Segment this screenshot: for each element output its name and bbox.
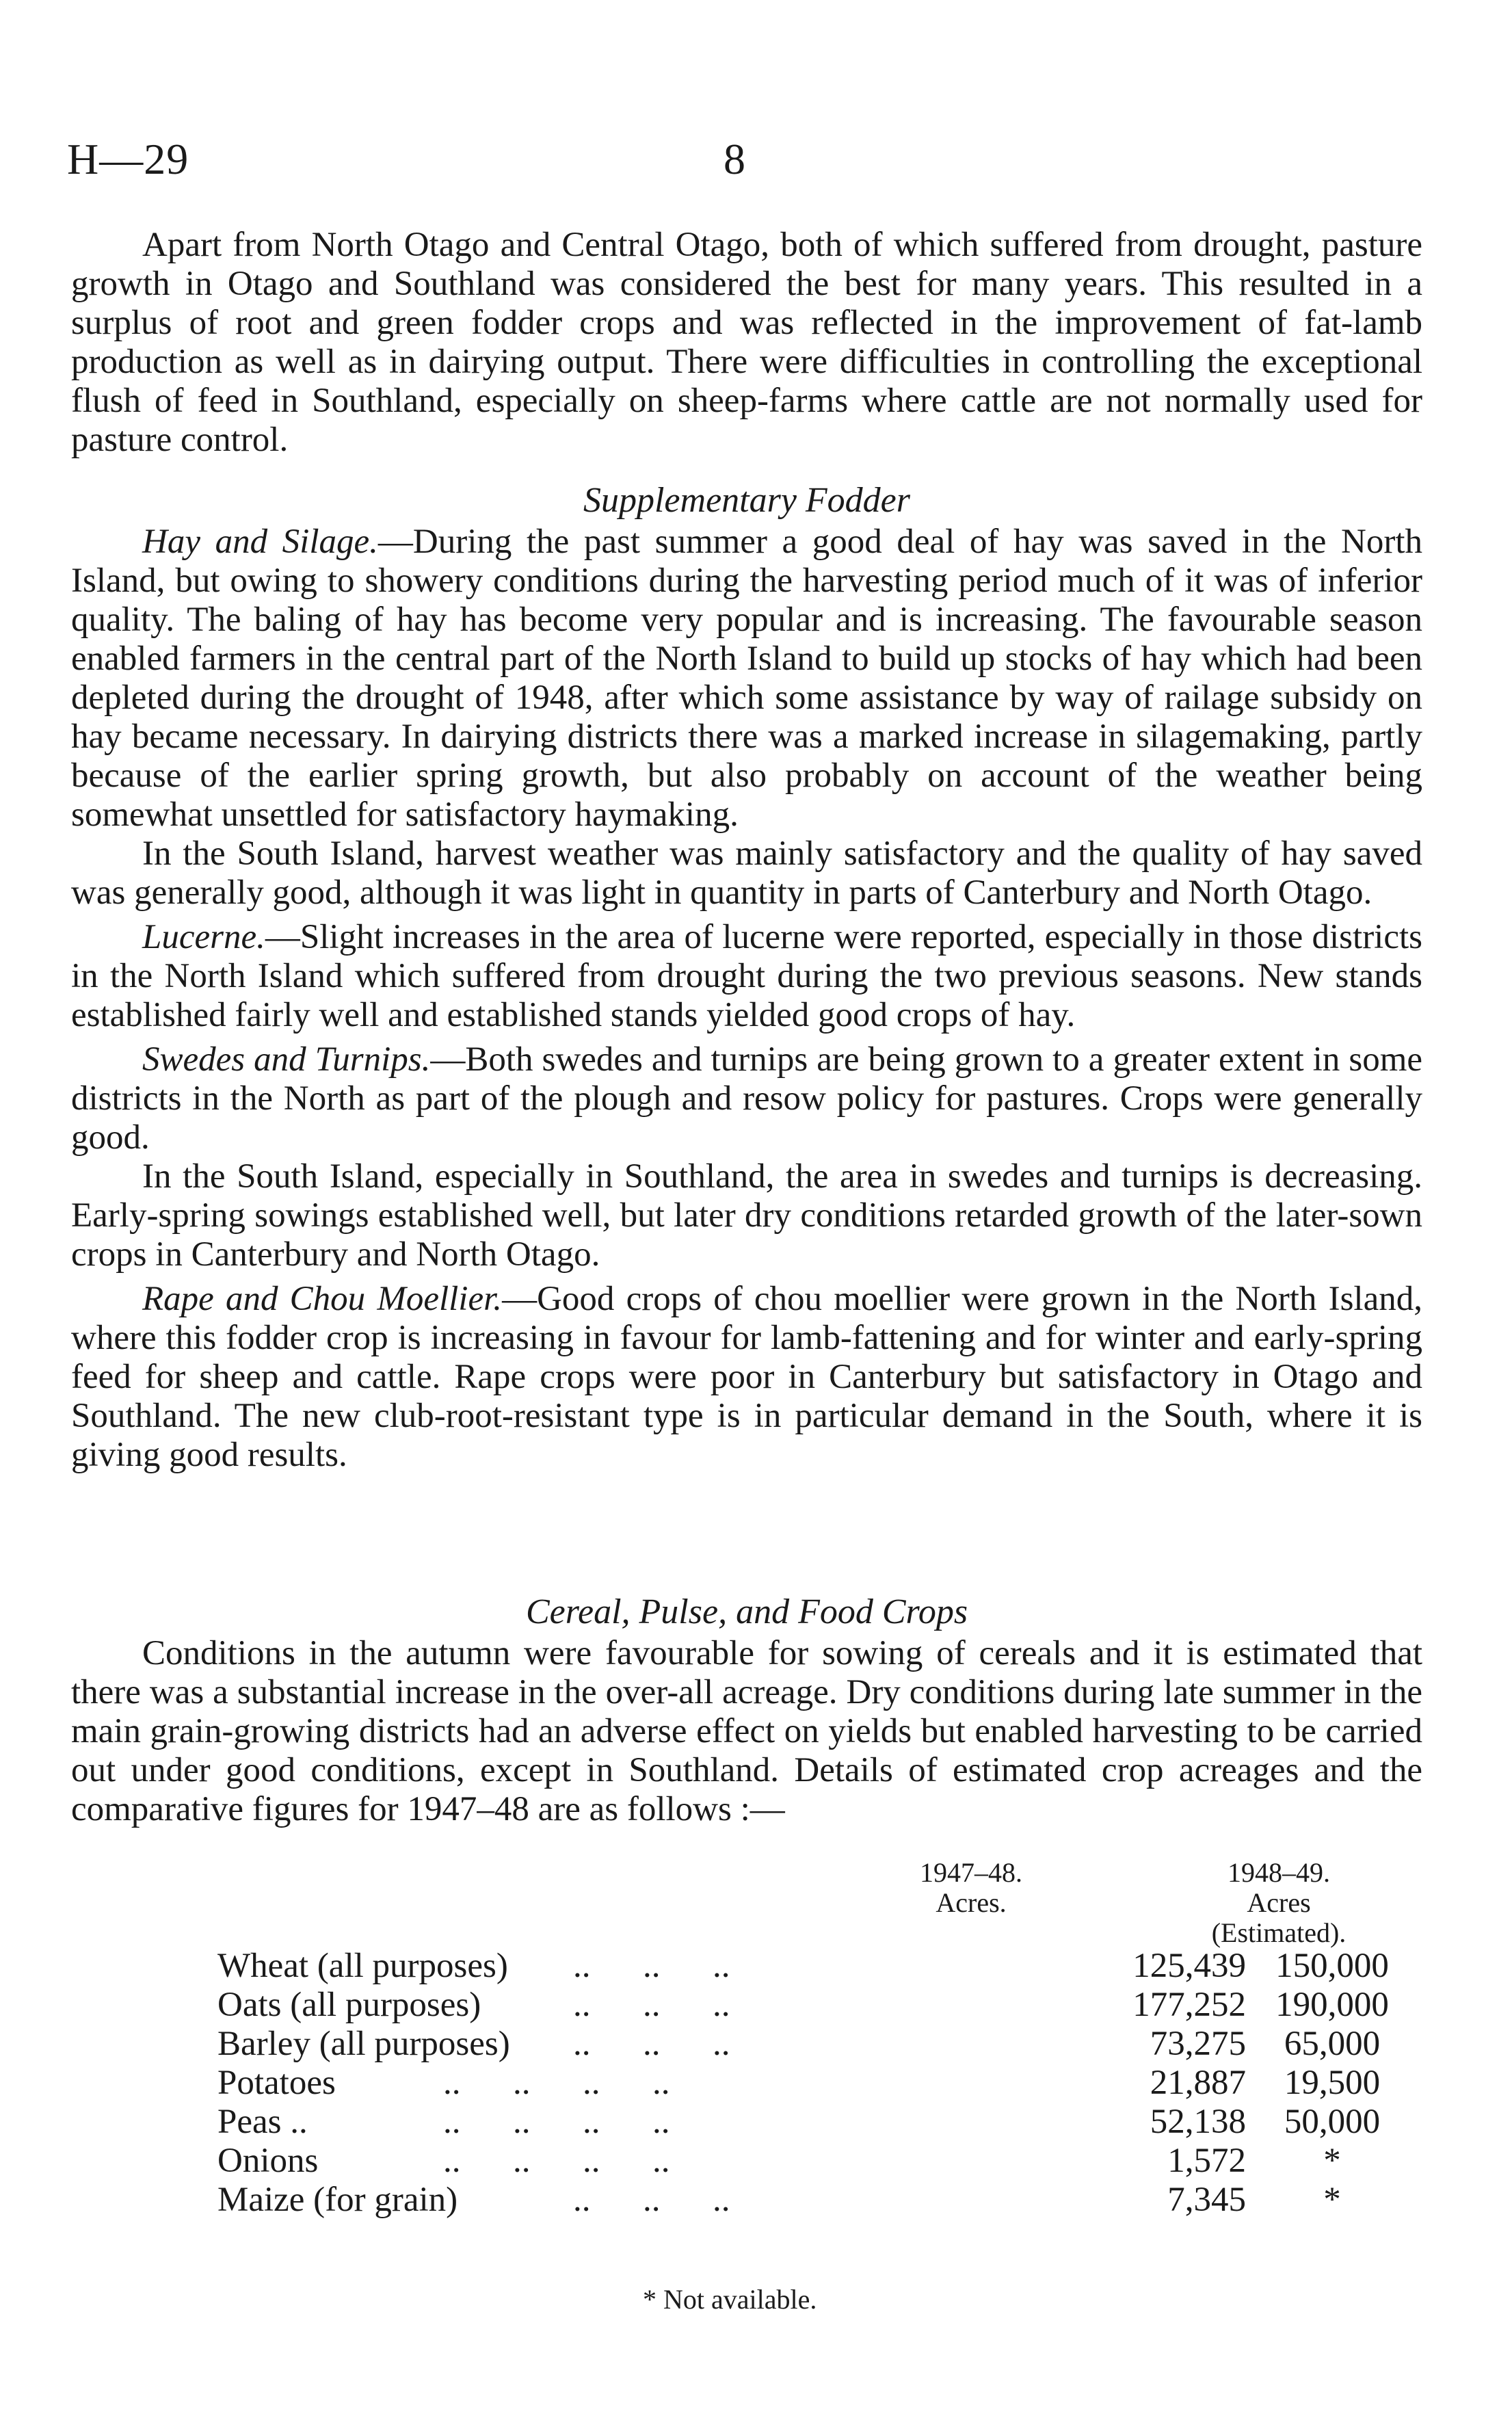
crop-name: Maize (for grain) [217, 2181, 458, 2219]
acres-1947: 73,275 [1150, 2025, 1246, 2063]
heading-supplementary-fodder: Supplementary Fodder [583, 481, 910, 520]
hay-lead: Hay and Silage. [142, 523, 378, 561]
crop-name: Wheat (all purposes) [217, 1947, 508, 1985]
crop-name: Barley (all purposes) [217, 2025, 510, 2063]
paragraph-text: Apart from North Otago and Central Otago, both of which suffered from drought, pasture growth in Otago and Southland was considered the best for many years. This resulted in a surplus of root and green fodder crops and was reflected in the improvement of fat-lamb production as well as in dairying output. There were difficulties in controlling the exceptional flush of feed in Southland, especially on sheep-farms where cattle are not normally used for pasture control. [71, 226, 1422, 459]
acres-1947: 125,439 [1132, 1947, 1246, 1985]
col-header-note: (Estimated). [1211, 1917, 1347, 1948]
swedes-text: —Both swedes and turnips are being grown to a greater extent in some districts in the North as part of the plough and resow policy for pastures. Crops were generally good. [71, 1040, 1422, 1157]
page-number: 8 [724, 135, 745, 183]
table-footnote: * Not available. [643, 2284, 817, 2315]
acres-1948: 190,000 [1275, 1986, 1389, 2024]
col-header-year: 1947–48. [920, 1857, 1022, 1888]
document-code: H—29 [67, 135, 189, 183]
acres-1947: 52,138 [1150, 2103, 1246, 2141]
col-header-unit: Acres. [936, 1887, 1007, 1918]
col-header-1948 [1176, 1858, 1381, 1948]
col-header-year: 1948–49. [1228, 1857, 1330, 1888]
crop-name: Peas .. [217, 2103, 308, 2141]
leader-dots: .. .. .. [573, 2025, 730, 2063]
leader-dots: .. .. .. [573, 1947, 730, 1985]
leader-dots: .. .. .. [573, 2181, 730, 2219]
acres-1948: 19,500 [1284, 2064, 1381, 2102]
acres-1947: 177,252 [1132, 1986, 1246, 2024]
leader-dots: .. .. .. .. [443, 2103, 670, 2141]
acres-1948: 50,000 [1284, 2103, 1381, 2141]
acres-1947: 7,345 [1167, 2181, 1246, 2219]
crop-name: Potatoes [217, 2064, 336, 2102]
acres-1948: * [1323, 2142, 1341, 2180]
acres-1948: 65,000 [1284, 2025, 1381, 2063]
swedes-lead: Swedes and Turnips. [142, 1040, 431, 1079]
hay-text: —During the past summer a good deal of hay was saved in the North Island, but owing to showery conditions during the harvesting period much of it was of inferior quality. The baling of hay has become very popular and is increasing. The favourable season enabled farmers in the central part of the North Island to build up stocks of hay which had been depleted during the drought of 1948, after which some assistance by way of railage subsidy on hay became necessary. In dairying districts there was a marked increase in silagemaking, partly because of the earlier spring growth, but also probably on account of the weather being somewhat unsettled for satisfactory haymaking. [71, 523, 1422, 834]
leader-dots: .. .. .. .. [443, 2142, 670, 2180]
acres-1947: 1,572 [1167, 2142, 1246, 2180]
crop-name: Oats (all purposes) [217, 1986, 481, 2024]
acres-1948: * [1323, 2181, 1341, 2219]
heading-cereal-pulse-food-crops: Cereal, Pulse, and Food Crops [525, 1592, 968, 1631]
rape-lead: Rape and Chou Moellier. [142, 1280, 503, 1318]
leader-dots: .. .. .. [573, 1986, 730, 2024]
lucerne-lead: Lucerne. [142, 918, 265, 956]
swedes-paragraph-2: In the South Island, especially in Southland, the area in swedes and turnips is decreasing. Early-spring sowings established well, but later dry conditions retarded growth of the later-sown crops in Canterbury and North Otago. [71, 1157, 1422, 1274]
rape-text: —Good crops of chou moellier were grown in the North Island, where this fodder crop is increasing in favour for lamb-fattening and for winter and early-spring feed for sheep and cattle. Rape crops were poor in Canterbury but satisfactory in Otago and Southland. The new club-root-resistant type is in particular demand in the South, where it is giving good results. [71, 1280, 1422, 1474]
acres-1948: 150,000 [1275, 1947, 1389, 1985]
hay-paragraph-2: In the South Island, harvest weather was mainly satisfactory and the quality of hay saved was generally good, although it was light in quantity in parts of Canterbury and North Otago. [71, 835, 1422, 912]
lucerne-text: —Slight increases in the area of lucerne were reported, especially in those districts in the North Island which suffered from drought during the two previous seasons. New stands established fairly well and established stands yielded good crops of hay. [71, 918, 1422, 1034]
col-header-1947 [882, 1858, 1060, 1918]
crop-name: Onions [217, 2142, 319, 2180]
leader-dots: .. .. .. .. [443, 2064, 670, 2102]
col-header-unit: Acres [1247, 1887, 1311, 1918]
acres-1947: 21,887 [1150, 2064, 1246, 2102]
cereal-paragraph: Conditions in the autumn were favourable for sowing of cereals and it is estimated that there was a substantial increase in the over-all acreage. Dry conditions during late summer in the main grain-growing districts had an adverse effect on yields but enabled harvesting to be carried out under good conditions, except in Southland. Details of estimated crop acreages and the comparative figures for 1947–48 are as follows :— [71, 1634, 1422, 1828]
